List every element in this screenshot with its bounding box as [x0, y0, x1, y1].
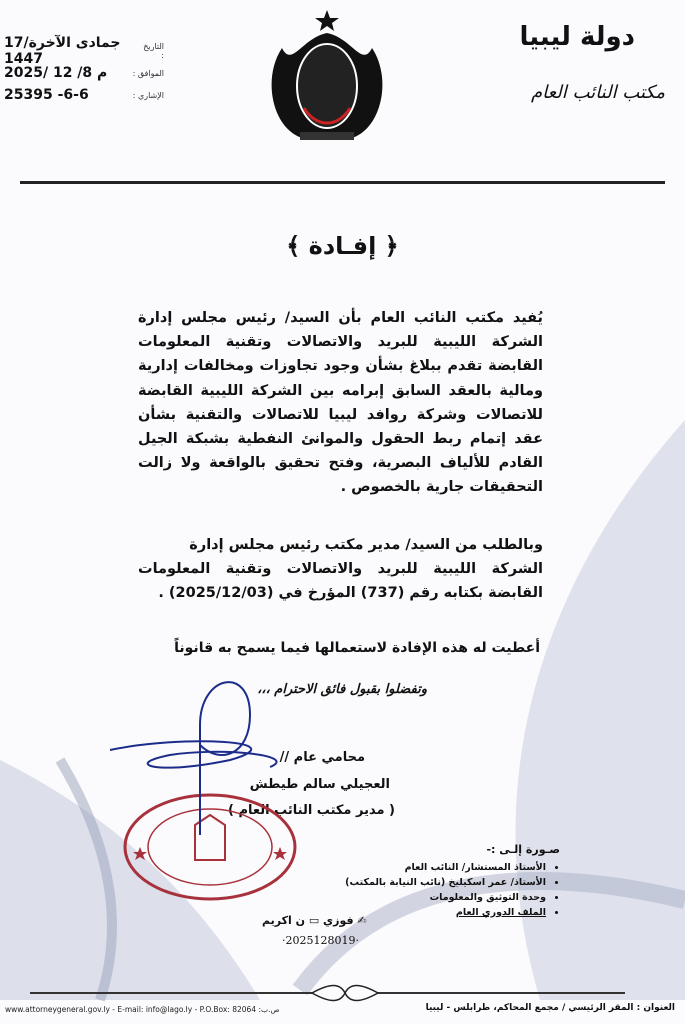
cc-list	[345, 860, 560, 920]
gregorian-label: الموافق :	[132, 68, 164, 78]
text-line: التحقيقات جارية بالخصوص .	[340, 479, 543, 496]
cc-item: • الأستاذ المستشار/ النائب العام	[345, 860, 546, 875]
handwritten-signature	[100, 665, 330, 845]
reference-block	[4, 35, 164, 106]
text-line: ومالية بالعقد السابق إبرامه بين الشركة الليبية القابضة	[138, 382, 543, 399]
paragraph-2	[138, 533, 543, 606]
office-name: مكتب النائب العام	[530, 82, 665, 103]
closing: وتفضلوا بقبول فائق الاحترام ،،،	[257, 682, 427, 697]
text-line: عقد إتمام ربط الحقول والموانئ النفطية بشبكة الجيل	[138, 431, 543, 448]
text-line: للاتصالات وشركة روافد ليبيا للاتصالات والتقنية بشأن	[138, 406, 543, 423]
footer-address: العنوان : المقر الرئيسي / مجمع المحاكم، طرابلس - ليبيا	[425, 1003, 675, 1013]
text-line: القابضة تقدم ببلاغ بشأن وجود تجاوزات ومخالفات إدارية	[138, 358, 543, 375]
text-line: الشركة الليبية للبريد والاتصالات وتقنية المعلومات	[138, 561, 543, 578]
hijri-date: 17/جمادى الآخرة 1447	[4, 35, 121, 67]
footer-ornament	[310, 983, 380, 1003]
reference-label: الإشاري :	[132, 90, 164, 100]
cc-item: • الأستاذ/ عمر اسكيليخ (نائب النيابة بالمكتب)	[345, 875, 546, 890]
text-line: الشركة الليبية للبريد والاتصالات وتقنية المعلومات	[138, 334, 543, 351]
text-line: يُفيد مكتب النائب العام بأن السيد/ رئيس مجلس إدارة	[138, 310, 543, 326]
libya-emblem-logo	[262, 8, 392, 148]
text-line: القابضة بكتابه رقم (737) المؤرخ في (2025/12/03) .	[158, 585, 543, 602]
statement: أعطيت له هذه الإفادة لاستعمالها فيما يسمح به قانوناً	[174, 640, 540, 656]
gregorian-date: 2025/ 12 /8 م	[4, 65, 108, 81]
signatory-title: محامي عام //	[279, 750, 365, 765]
state-name: دولة ليبيا	[519, 22, 635, 52]
hijri-label: التاريخ :	[143, 42, 164, 60]
cc-title: صـورة إلـى :-	[486, 843, 560, 856]
text-line: وبالطلب من السيد/ مدير مكتب رئيس مجلس إدارة	[189, 537, 543, 553]
cc-item: • الملف الدوري العام	[345, 905, 546, 920]
header-divider	[20, 181, 665, 184]
paragraph-1	[138, 306, 543, 500]
text-line: القادم للألياف البصرية، وفتح تحقيق بالواقعة ولا زالت	[138, 455, 543, 472]
typist-initials: ✍ فوزي ▭ ن اكريم	[262, 914, 367, 927]
reference-number: 25395 -6-6	[4, 87, 89, 103]
cc-item: • وحدة التوثيق والمعلومات	[345, 890, 546, 905]
signatory-position: ( مدير مكتب النائب العام )	[228, 803, 395, 818]
signatory-name: العجيلي سالم طيطش	[249, 777, 390, 792]
document-title: ﴿ إفـادة ﴾	[286, 232, 399, 260]
footer-contact: www.attorneygeneral.gov.ly - E-mail: info@lago.ly - P.O.Box: 82064 :ص.ب	[5, 1005, 280, 1014]
document-number: ·2025128019·	[282, 934, 359, 947]
